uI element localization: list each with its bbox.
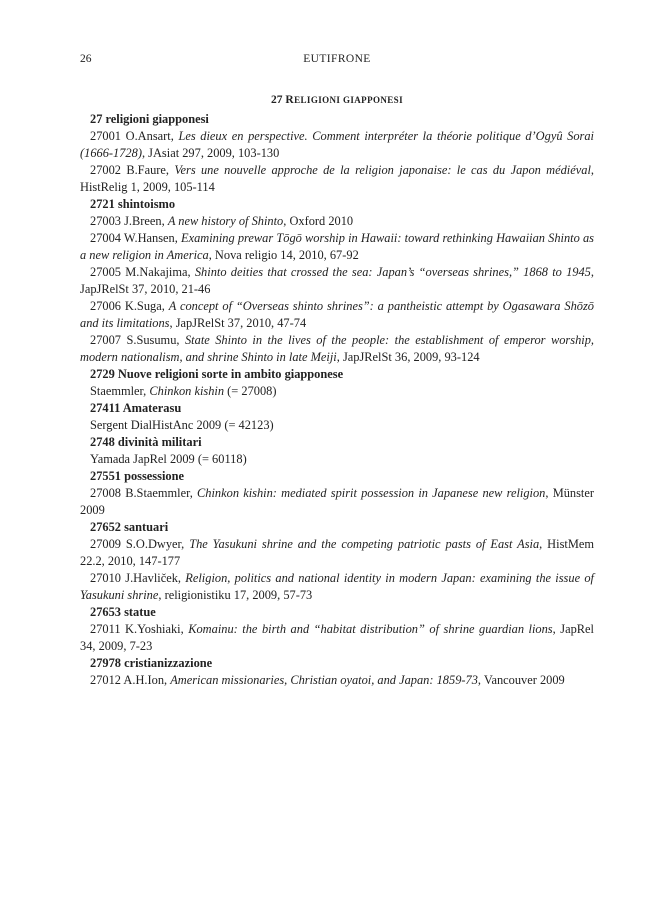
entry-title: Chinkon kishin: mediated spirit possession in Japanese new religion	[197, 486, 546, 500]
bibliography-entry: 27004 W.Hansen, Examining prewar Tōgō worship in Hawaii: toward rethinking Hawaiian Shinto as a new religion in America, Nova religio 14, 2010, 67-92	[80, 231, 594, 262]
subsection-heading: 2721 shintoismo	[90, 197, 176, 211]
running-header	[80, 53, 594, 69]
entry-author: B.Staemmler	[125, 486, 190, 500]
section-title	[80, 94, 594, 106]
subsection-heading: 2729 Nuove religioni sorte in ambito giapponese	[90, 367, 344, 381]
entry-author: W.Hansen	[123, 231, 175, 245]
bibliography-entry: 27007 S.Susumu, State Shinto in the lives of the people: the establishment of emperor worship, modern nationalism, and shrine Shinto in late Meiji, JapJRelSt 36, 2009, 93-124	[80, 333, 594, 364]
entry-author: K.Suga	[124, 299, 162, 313]
entry-number: 27009	[90, 537, 121, 551]
entry-source: JAsiat 297, 2009, 103-130	[148, 146, 280, 160]
section-name: RELIGIONI GIAPPONESI	[285, 94, 403, 106]
bibliography-entry: 27010 J.Havliček, Religion, politics and national identity in modern Japan: examining the issue of Yasukuni shrine, religionistiku 17, 2009, 57-73	[80, 571, 594, 602]
entry-source: HistRelig 1, 2009, 105-114	[80, 180, 215, 194]
xref-text: Yamada JapRel 2009 (= 60118)	[90, 452, 247, 466]
subsection-heading: 27652 santuari	[90, 520, 169, 534]
entry-number: 27004	[90, 231, 121, 245]
entry-title: Examining prewar Tōgō worship in Hawaii: toward rethinking Hawaiian Shinto as a new religion in America	[80, 231, 594, 262]
entry-number: 27008	[90, 486, 121, 500]
entry-number: 27001	[90, 129, 121, 143]
entry-source: Oxford 2010	[289, 214, 354, 228]
entry-number: 27011	[90, 622, 121, 636]
entry-author: K.Yoshiaki	[125, 622, 181, 636]
entry-number: 27003	[90, 214, 121, 228]
entry-source: religionistiku 17, 2009, 57-73	[164, 588, 313, 602]
entry-source: JapJRelSt 37, 2010, 47-74	[175, 316, 307, 330]
running-title: EUTIFRONE	[303, 53, 371, 65]
entry-author: J.Breen	[124, 214, 162, 228]
section-number: 27	[271, 94, 283, 106]
entry-title: Komainu: the birth and “habitat distribution” of shrine guardian lions	[188, 622, 553, 636]
entry-author: J.Havliček	[125, 571, 178, 585]
entry-title: American missionaries, Christian oyatoi, and Japan: 1859-73	[170, 673, 478, 687]
entry-title: The Yasukuni shrine and the competing patriotic pasts of East Asia	[189, 537, 540, 551]
subsection-heading: 27411 Amaterasu	[90, 401, 182, 415]
bibliography-entry: 27006 K.Suga, A concept of “Overseas shinto shrines”: a pantheistic attempt by Ogasawara Shōzō and its limitations, JapJRelSt 37, 2010, 47-74	[80, 299, 595, 330]
entry-author: S.O.Dwyer	[125, 537, 182, 551]
bibliography-entry: 27005 M.Nakajima, Shinto deities that crossed the sea: Japan’s “overseas shrines,” 1868 to 1945, JapJRelSt 37, 2010, 21-46	[80, 265, 594, 296]
entry-source: Vancouver 2009	[483, 673, 565, 687]
subsection-heading: 27 religioni giapponesi	[90, 112, 209, 126]
bibliography-entry: 27008 B.Staemmler, Chinkon kishin: mediated spirit possession in Japanese new religion, Münster 2009	[80, 486, 594, 517]
subsection-heading: 27551 possessione	[90, 469, 184, 483]
entry-title: Les dieux en perspective. Comment interpréter la théorie politique d’Ogyû Sorai (1666-1728)	[80, 129, 594, 160]
bibliography-entry: 27009 S.O.Dwyer, The Yasukuni shrine and the competing patriotic pasts of East Asia, HistMem 22.2, 2010, 147-177	[80, 537, 594, 568]
cross-reference	[80, 417, 594, 434]
bibliography-entry: 27012 A.H.Ion, American missionaries, Christian oyatoi, and Japan: 1859-73, Vancouver 2009	[90, 673, 565, 687]
subsection-heading: 27978 cristianizzazione	[90, 656, 213, 670]
bibliography-entry: 27001 O.Ansart, Les dieux en perspective. Comment interpréter la théorie politique d’Ogyû Sorai (1666-1728), JAsiat 297, 2009, 103-130	[80, 129, 594, 160]
bibliography-entry: 27011 K.Yoshiaki, Komainu: the birth and “habitat distribution” of shrine guardian lions, JapRel 34, 2009, 7-23	[80, 622, 594, 653]
entry-author: M.Nakajima	[125, 265, 188, 279]
entry-source: Nova religio 14, 2010, 67-92	[214, 248, 359, 262]
entry-source: HistMem 22.2, 2010, 147-177	[80, 537, 594, 568]
entry-number: 27002	[90, 163, 121, 177]
entry-author: B.Faure	[126, 163, 166, 177]
xref-target: (= 27008)	[224, 384, 277, 398]
xref-text: Staemmler,	[90, 384, 150, 398]
entry-number: 27005	[90, 265, 121, 279]
bibliography-entry: 27003 J.Breen, A new history of Shinto, Oxford 2010	[90, 214, 354, 228]
entry-number: 27007	[90, 333, 121, 347]
entry-number: 27012	[90, 673, 121, 687]
xref-text: Sergent DialHistAnc 2009 (= 42123)	[90, 418, 274, 432]
subsection-heading: 2748 divinità militari	[90, 435, 202, 449]
entry-source: JapJRelSt 37, 2010, 21-46	[80, 282, 211, 296]
page-number: 26	[80, 53, 92, 65]
entry-source: Münster 2009	[80, 486, 594, 517]
xref-title: Chinkon kishin	[149, 384, 225, 398]
entry-title: A concept of “Overseas shinto shrines”: a pantheistic attempt by Ogasawara Shōzō and its limitations	[80, 299, 595, 330]
entry-author: O.Ansart	[125, 129, 171, 143]
cross-reference	[80, 383, 594, 400]
entry-source: JapJRelSt 36, 2009, 93-124	[342, 350, 480, 364]
entry-source: JapRel 34, 2009, 7-23	[80, 622, 594, 653]
entry-author: S.Susumu	[126, 333, 177, 347]
cross-reference	[80, 451, 594, 468]
entry-title: State Shinto in the lives of the people: the establishment of emperor worship, modern nationalism, and shrine Shinto in late Meiji	[80, 333, 594, 364]
entry-title: Religion, politics and national identity in modern Japan: examining the issue of Yasukuni shrine	[80, 571, 594, 602]
entry-author: A.H.Ion	[123, 673, 165, 687]
entry-title: A new history of Shinto	[167, 214, 284, 228]
subsection-heading: 27653 statue	[90, 605, 156, 619]
entry-title: Shinto deities that crossed the sea: Japan’s “overseas shrines,” 1868 to 1945	[194, 265, 591, 279]
entry-number: 27006	[90, 299, 121, 313]
bibliography-entry: 27002 B.Faure, Vers une nouvelle approche de la religion japonaise: le cas du Japon médiéval, HistRelig 1, 2009, 105-114	[80, 163, 594, 194]
bibliography-list	[80, 111, 594, 689]
entry-number: 27010	[90, 571, 121, 585]
entry-title: Vers une nouvelle approche de la religion japonaise: le cas du Japon médiéval	[174, 163, 591, 177]
